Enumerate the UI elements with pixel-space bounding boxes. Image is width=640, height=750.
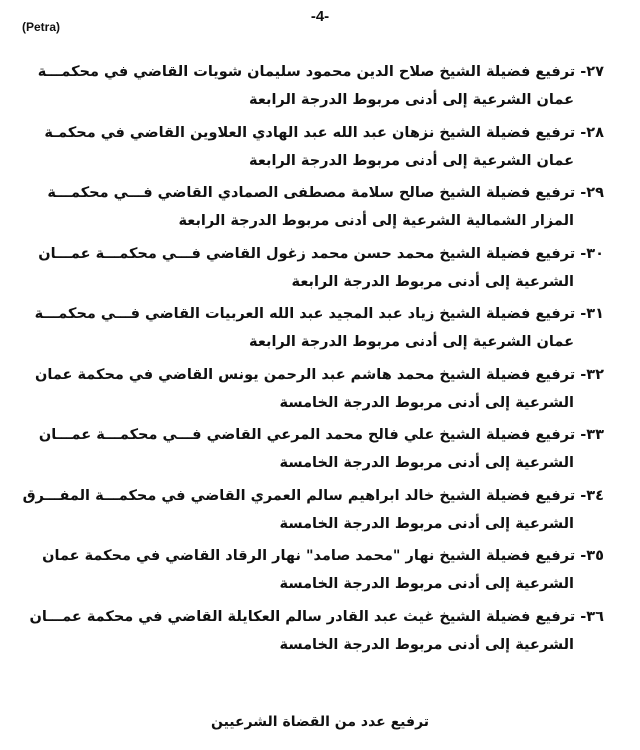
item-line-1: ٢٩- ترفيع فضيلة الشيخ صالح سلامة مصطفى الصمادي القاضي فـــي محكمـــة bbox=[47, 185, 604, 201]
item-line-1: ٣٢- ترفيع فضيلة الشيخ محمد هاشم عبد الرحمن يونس القاضي في محكمة عمان bbox=[35, 366, 604, 383]
item-line-2: عمان الشرعية إلى أدنى مربوط الدرجة الرابعة bbox=[249, 334, 574, 350]
item-line-1: ٣٦- ترفيع فضيلة الشيخ غيث عبد القادر سالم العكايلة القاضي في محكمة عمـــان bbox=[29, 608, 604, 625]
list-item bbox=[47, 179, 604, 240]
footer-title: ترفيع عدد من القضاة الشرعيين bbox=[210, 714, 430, 730]
list-item bbox=[35, 361, 604, 422]
list-item bbox=[44, 119, 604, 180]
item-line-2: عمان الشرعية إلى أدنى مربوط الدرجة الرابعة bbox=[249, 152, 574, 169]
promotion-list bbox=[22, 58, 604, 663]
item-line-2: الشرعية إلى أدنى مربوط الدرجة الخامسة bbox=[279, 515, 574, 532]
item-line-1: ٣٣- ترفيع فضيلة الشيخ علي فالح محمد المرعي القاضي فـــي محكمـــة عمـــان bbox=[38, 427, 604, 443]
item-line-2: الشرعية إلى أدنى مربوط الدرجة الخامسة bbox=[279, 455, 574, 471]
list-item bbox=[38, 240, 604, 301]
list-item bbox=[22, 482, 604, 543]
list-item bbox=[37, 58, 604, 119]
item-line-2: المزار الشمالية الشرعية إلى أدنى مربوط الدرجة الرابعة bbox=[178, 213, 574, 229]
source-label: (Petra) bbox=[22, 20, 61, 34]
item-line-2: عمان الشرعية إلى أدنى مربوط الدرجة الرابعة bbox=[249, 92, 574, 108]
item-line-2: الشرعية إلى أدنى مربوط الدرجة الخامسة bbox=[279, 394, 574, 411]
item-line-1: ٢٧- ترفيع فضيلة الشيخ صلاح الدين محمود سليمان شويات القاضي في محكمـــة bbox=[37, 64, 604, 80]
page-number: -4- bbox=[310, 8, 330, 25]
item-line-1: ٣١- ترفيع فضيلة الشيخ زياد عبد المجيد عبد الله العربيات القاضي فـــي محكمـــة bbox=[34, 306, 604, 322]
item-line-1: ٣٠- ترفيع فضيلة الشيخ محمد حسن محمد زغول القاضي فـــي محكمـــة عمـــان bbox=[38, 245, 604, 262]
list-item bbox=[42, 542, 604, 603]
item-line-1: ٢٨- ترفيع فضيلة الشيخ نزهان عبد الله عبد الهادي العلاوين القاضي في محكمـة bbox=[44, 124, 604, 141]
item-line-2: الشرعية إلى أدنى مربوط الدرجة الخامسة bbox=[279, 636, 574, 653]
item-line-1: ٣٥- ترفيع فضيلة الشيخ نهار "محمد صامد" نهار الرقاد القاضي في محكمة عمان bbox=[42, 548, 604, 564]
item-line-2: الشرعية إلى أدنى مربوط الدرجة الخامسة bbox=[279, 576, 574, 592]
list-item bbox=[29, 603, 604, 664]
list-item bbox=[38, 421, 604, 482]
item-line-1: ٣٤- ترفيع فضيلة الشيخ خالد ابراهيم سالم العمري القاضي في محكمـــة المفـــرق bbox=[22, 487, 604, 504]
list-item bbox=[34, 300, 604, 361]
item-line-2: الشرعية إلى أدنى مربوط الدرجة الرابعة bbox=[291, 273, 574, 290]
